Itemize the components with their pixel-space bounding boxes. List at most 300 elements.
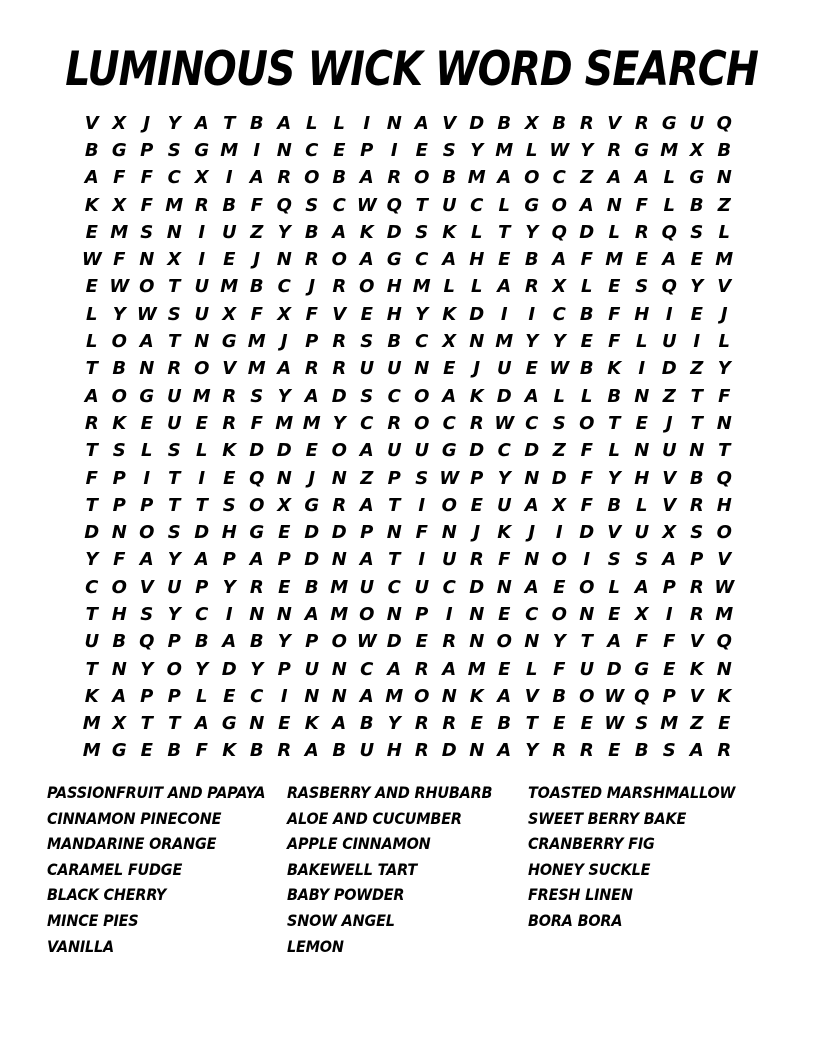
grid-letter: P [277, 549, 291, 571]
grid-letter: E [470, 713, 483, 735]
grid-letter: L [498, 194, 510, 216]
grid-letter: E [690, 249, 703, 271]
grid-letter: I [693, 331, 701, 353]
grid-letter: I [198, 249, 206, 271]
grid-letter: J [528, 522, 536, 544]
grid-letter: O [441, 494, 457, 516]
grid-letter: I [638, 358, 646, 380]
grid-letter: M [247, 331, 266, 353]
grid-letter: D [441, 740, 457, 762]
grid-letter: R [304, 249, 319, 271]
grid-letter: K [497, 522, 512, 544]
grid-letter: A [332, 713, 347, 735]
grid-letter: I [390, 139, 398, 161]
grid-letter: Y [277, 385, 291, 407]
grid-letter: N [716, 412, 732, 434]
grid-letter: A [304, 385, 319, 407]
grid-letter: W [356, 194, 377, 216]
grid-letter: B [332, 740, 347, 762]
grid-letter: V [717, 276, 732, 298]
grid-letter: Y [525, 221, 539, 243]
grid-letter: T [85, 658, 98, 680]
grid-letter: L [196, 685, 208, 707]
grid-letter: O [359, 276, 375, 298]
grid-letter: X [112, 112, 127, 134]
grid-letter: I [445, 603, 453, 625]
grid-letter: O [579, 685, 595, 707]
grid-letter: U [441, 549, 457, 571]
grid-letter: S [167, 303, 181, 325]
grid-letter: V [332, 303, 347, 325]
grid-letter: F [195, 740, 208, 762]
letter-grid [78, 110, 738, 765]
grid-letter: A [497, 740, 512, 762]
grid-letter: N [331, 467, 347, 489]
grid-letter: N [249, 603, 265, 625]
grid-letter: A [112, 685, 127, 707]
grid-letter: M [220, 139, 239, 161]
grid-letter: A [359, 167, 374, 189]
grid-letter: U [386, 358, 402, 380]
grid-letter: O [194, 358, 210, 380]
grid-letter: G [139, 385, 155, 407]
grid-letter: K [442, 221, 457, 243]
grid-letter: X [689, 139, 704, 161]
grid-letter: M [412, 276, 431, 298]
grid-letter: P [112, 467, 126, 489]
grid-letter: B [112, 631, 127, 653]
grid-letter: N [469, 603, 485, 625]
grid-letter: M [495, 331, 514, 353]
grid-letter: I [555, 522, 563, 544]
grid-letter: S [167, 440, 181, 462]
grid-letter: F [250, 303, 263, 325]
grid-letter: E [223, 685, 236, 707]
grid-letter: P [222, 549, 236, 571]
grid-letter: L [526, 658, 538, 680]
grid-letter: D [496, 385, 512, 407]
grid-letter: R [469, 549, 484, 571]
grid-letter: N [469, 331, 485, 353]
grid-letter: A [359, 494, 374, 516]
grid-letter: U [166, 385, 182, 407]
grid-letter: D [524, 440, 540, 462]
grid-letter: Q [386, 194, 402, 216]
grid-letter: H [386, 740, 402, 762]
grid-letter: C [525, 412, 539, 434]
grid-letter: M [660, 713, 679, 735]
grid-letter: Q [634, 685, 650, 707]
grid-letter: C [250, 685, 264, 707]
grid-letter: M [192, 385, 211, 407]
grid-letter: I [500, 303, 508, 325]
grid-letter: Y [552, 331, 566, 353]
grid-letter: L [443, 276, 455, 298]
word-list-column-1 [47, 780, 287, 959]
grid-letter: G [661, 112, 677, 134]
grid-letter: R [552, 740, 567, 762]
grid-letter: N [194, 331, 210, 353]
grid-letter: O [331, 631, 347, 653]
grid-letter: L [553, 385, 565, 407]
grid-letter: E [195, 412, 208, 434]
grid-letter: E [525, 358, 538, 380]
grid-letter: Y [415, 303, 429, 325]
grid-letter: I [418, 549, 426, 571]
grid-letter: A [634, 576, 649, 598]
grid-letter: R [332, 494, 347, 516]
grid-letter: T [85, 440, 98, 462]
grid-letter: Q [139, 631, 155, 653]
word-item: MANDARINE ORANGE [47, 834, 217, 854]
grid-letter: P [140, 685, 154, 707]
grid-letter: N [524, 467, 540, 489]
grid-letter: G [194, 139, 210, 161]
grid-letter: T [168, 467, 181, 489]
grid-letter: F [250, 194, 263, 216]
grid-letter: F [250, 412, 263, 434]
grid-letter: N [166, 221, 182, 243]
grid-letter: L [718, 331, 730, 353]
grid-letter: Y [195, 658, 209, 680]
grid-letter: E [415, 631, 428, 653]
grid-letter: Q [661, 221, 677, 243]
grid-letter: Y [387, 713, 401, 735]
grid-letter: Y [250, 658, 264, 680]
word-item: FRESH LINEN [528, 885, 633, 905]
grid-letter: A [607, 631, 622, 653]
grid-letter: T [223, 112, 236, 134]
grid-letter: D [304, 549, 320, 571]
grid-letter: R [634, 221, 649, 243]
grid-letter: R [579, 112, 594, 134]
grid-letter: H [469, 249, 485, 271]
grid-letter: A [249, 167, 264, 189]
grid-letter: G [111, 740, 127, 762]
grid-letter: A [84, 385, 99, 407]
grid-letter: N [441, 522, 457, 544]
grid-letter: A [662, 249, 677, 271]
grid-letter: Z [717, 194, 731, 216]
grid-letter: A [359, 249, 374, 271]
grid-letter: Z [360, 467, 374, 489]
grid-letter: N [579, 603, 595, 625]
grid-letter: W [714, 576, 735, 598]
grid-letter: L [86, 303, 98, 325]
grid-letter: N [386, 112, 402, 134]
grid-letter: E [718, 713, 731, 735]
grid-letter: E [470, 494, 483, 516]
grid-letter: C [552, 303, 566, 325]
grid-letter: O [331, 249, 347, 271]
grid-letter: G [304, 494, 320, 516]
grid-letter: U [661, 440, 677, 462]
grid-letter: E [608, 740, 621, 762]
grid-letter: W [439, 467, 460, 489]
grid-letter: Y [85, 549, 99, 571]
grid-letter: D [469, 440, 485, 462]
grid-letter: A [359, 685, 374, 707]
grid-letter: L [471, 276, 483, 298]
grid-letter: F [305, 303, 318, 325]
grid-letter: B [607, 494, 622, 516]
grid-letter: E [498, 249, 511, 271]
grid-letter: W [356, 631, 377, 653]
grid-letter: Y [525, 331, 539, 353]
grid-letter: N [634, 385, 650, 407]
grid-letter: D [276, 440, 292, 462]
grid-letter: R [524, 276, 539, 298]
grid-letter: Y [690, 276, 704, 298]
grid-letter: E [278, 576, 291, 598]
grid-letter: S [690, 221, 704, 243]
grid-letter: U [359, 740, 375, 762]
grid-letter: E [223, 249, 236, 271]
grid-letter: A [497, 276, 512, 298]
grid-letter: W [604, 713, 625, 735]
grid-letter: E [415, 139, 428, 161]
grid-letter: I [198, 221, 206, 243]
grid-letter: B [607, 385, 622, 407]
grid-letter: S [415, 467, 429, 489]
grid-letter: O [414, 385, 430, 407]
grid-letter: F [580, 467, 593, 489]
grid-letter: D [331, 522, 347, 544]
grid-letter: A [524, 576, 539, 598]
grid-letter: A [84, 167, 99, 189]
grid-letter: M [247, 358, 266, 380]
grid-letter: A [442, 658, 457, 680]
grid-letter: S [635, 276, 649, 298]
grid-letter: X [277, 303, 292, 325]
grid-letter: E [360, 303, 373, 325]
grid-letter: O [716, 522, 732, 544]
grid-letter: D [469, 303, 485, 325]
grid-letter: B [304, 221, 319, 243]
grid-letter: P [690, 549, 704, 571]
grid-letter: P [167, 685, 181, 707]
grid-letter: V [84, 112, 99, 134]
grid-letter: R [689, 603, 704, 625]
grid-letter: G [221, 713, 237, 735]
grid-letter: T [168, 276, 181, 298]
grid-letter: Q [661, 276, 677, 298]
grid-letter: S [140, 603, 154, 625]
grid-letter: E [278, 713, 291, 735]
grid-letter: A [222, 631, 237, 653]
grid-letter: R [689, 576, 704, 598]
grid-letter: P [277, 658, 291, 680]
grid-letter: R [332, 276, 347, 298]
grid-letter: N [634, 440, 650, 462]
grid-letter: Y [222, 576, 236, 598]
grid-letter: R [414, 713, 429, 735]
grid-letter: D [249, 440, 265, 462]
grid-letter: C [360, 412, 374, 434]
grid-letter: D [579, 522, 595, 544]
grid-letter: D [221, 658, 237, 680]
grid-letter: F [608, 303, 621, 325]
grid-letter: A [387, 658, 402, 680]
grid-letter: A [194, 713, 209, 735]
grid-letter: Z [662, 385, 676, 407]
grid-letter: X [442, 331, 457, 353]
word-item: LEMON [287, 936, 344, 956]
grid-letter: S [250, 385, 264, 407]
word-item: PASSIONFRUIT AND PAPAYA [47, 783, 266, 802]
grid-letter: F [718, 385, 731, 407]
grid-letter: L [718, 221, 730, 243]
grid-letter: M [467, 167, 486, 189]
grid-letter: L [141, 440, 153, 462]
grid-letter: D [386, 221, 402, 243]
grid-letter: B [497, 112, 512, 134]
word-item: CARAMEL FUDGE [47, 859, 183, 879]
grid-letter: B [194, 631, 209, 653]
grid-letter: A [194, 549, 209, 571]
grid-letter: F [140, 167, 153, 189]
grid-letter: L [581, 385, 593, 407]
word-item: SNOW ANGEL [287, 910, 395, 930]
grid-letter: A [607, 167, 622, 189]
grid-letter: I [363, 112, 371, 134]
grid-letter: P [140, 139, 154, 161]
grid-letter: U [414, 576, 430, 598]
grid-letter: N [276, 467, 292, 489]
grid-letter: H [111, 603, 127, 625]
grid-letter: J [253, 249, 261, 271]
grid-letter: S [305, 194, 319, 216]
grid-letter: O [579, 576, 595, 598]
grid-letter: N [689, 440, 705, 462]
grid-letter: C [167, 167, 181, 189]
grid-letter: Y [332, 412, 346, 434]
grid-letter: O [414, 412, 430, 434]
grid-letter: L [333, 112, 345, 134]
grid-letter: N [111, 658, 127, 680]
grid-letter: R [167, 358, 182, 380]
grid-letter: C [332, 194, 346, 216]
grid-letter: A [332, 221, 347, 243]
grid-letter: K [304, 713, 319, 735]
grid-letter: L [636, 331, 648, 353]
grid-letter: D [469, 576, 485, 598]
grid-letter: V [524, 685, 539, 707]
grid-letter: A [304, 603, 319, 625]
grid-letter: V [607, 112, 622, 134]
grid-letter: B [167, 740, 182, 762]
grid-letter: U [194, 276, 210, 298]
grid-letter: D [661, 358, 677, 380]
grid-letter: E [498, 603, 511, 625]
grid-letter: E [223, 467, 236, 489]
grid-letter: B [249, 740, 264, 762]
word-item: SWEET BERRY BAKE [528, 808, 687, 828]
grid-letter: N [331, 658, 347, 680]
grid-letter: B [552, 112, 567, 134]
grid-letter: N [276, 139, 292, 161]
grid-letter: Z [552, 440, 566, 462]
grid-letter: S [552, 412, 566, 434]
grid-letter: J [720, 303, 728, 325]
grid-letter: O [496, 631, 512, 653]
grid-letter: Y [580, 139, 594, 161]
grid-letter: C [415, 249, 429, 271]
grid-letter: I [280, 685, 288, 707]
grid-letter: C [85, 576, 99, 598]
grid-letter: T [415, 194, 428, 216]
grid-letter: K [84, 194, 99, 216]
grid-letter: X [634, 603, 649, 625]
grid-letter: X [524, 112, 539, 134]
grid-letter: R [222, 412, 237, 434]
grid-letter: B [112, 358, 127, 380]
grid-letter: P [415, 603, 429, 625]
grid-letter: E [85, 221, 98, 243]
grid-letter: C [442, 412, 456, 434]
grid-letter: R [304, 358, 319, 380]
grid-letter: Z [690, 358, 704, 380]
grid-letter: E [85, 276, 98, 298]
grid-letter: R [332, 331, 347, 353]
word-list [47, 780, 787, 959]
grid-letter: B [717, 139, 732, 161]
grid-letter: O [304, 167, 320, 189]
grid-letter: C [195, 603, 209, 625]
grid-letter: V [139, 576, 154, 598]
grid-letter: C [387, 576, 401, 598]
grid-letter: A [359, 440, 374, 462]
grid-letter: A [442, 385, 457, 407]
grid-letter: U [166, 576, 182, 598]
grid-letter: P [387, 467, 401, 489]
grid-letter: F [580, 494, 593, 516]
grid-letter: R [414, 740, 429, 762]
grid-letter: M [495, 139, 514, 161]
grid-letter: I [665, 603, 673, 625]
grid-letter: E [608, 276, 621, 298]
grid-letter: R [84, 412, 99, 434]
grid-letter: U [194, 303, 210, 325]
grid-letter: O [111, 385, 127, 407]
grid-letter: G [634, 658, 650, 680]
grid-letter: B [524, 249, 539, 271]
grid-letter: E [663, 658, 676, 680]
grid-letter: A [277, 112, 292, 134]
grid-letter: T [498, 221, 511, 243]
grid-letter: H [386, 303, 402, 325]
grid-letter: P [305, 331, 319, 353]
grid-letter: R [607, 139, 622, 161]
grid-letter: Y [140, 658, 154, 680]
grid-letter: E [333, 139, 346, 161]
grid-letter: A [497, 685, 512, 707]
grid-letter: B [552, 685, 567, 707]
grid-letter: T [690, 412, 703, 434]
grid-letter: H [221, 522, 237, 544]
grid-letter: L [581, 276, 593, 298]
grid-letter: E [278, 522, 291, 544]
grid-letter: R [277, 167, 292, 189]
grid-letter: E [690, 303, 703, 325]
grid-letter: I [528, 303, 536, 325]
grid-letter: J [665, 412, 673, 434]
grid-letter: D [579, 221, 595, 243]
word-item: BORA BORA [528, 910, 623, 930]
grid-letter: B [497, 713, 512, 735]
grid-letter: B [579, 358, 594, 380]
grid-letter: D [469, 112, 485, 134]
